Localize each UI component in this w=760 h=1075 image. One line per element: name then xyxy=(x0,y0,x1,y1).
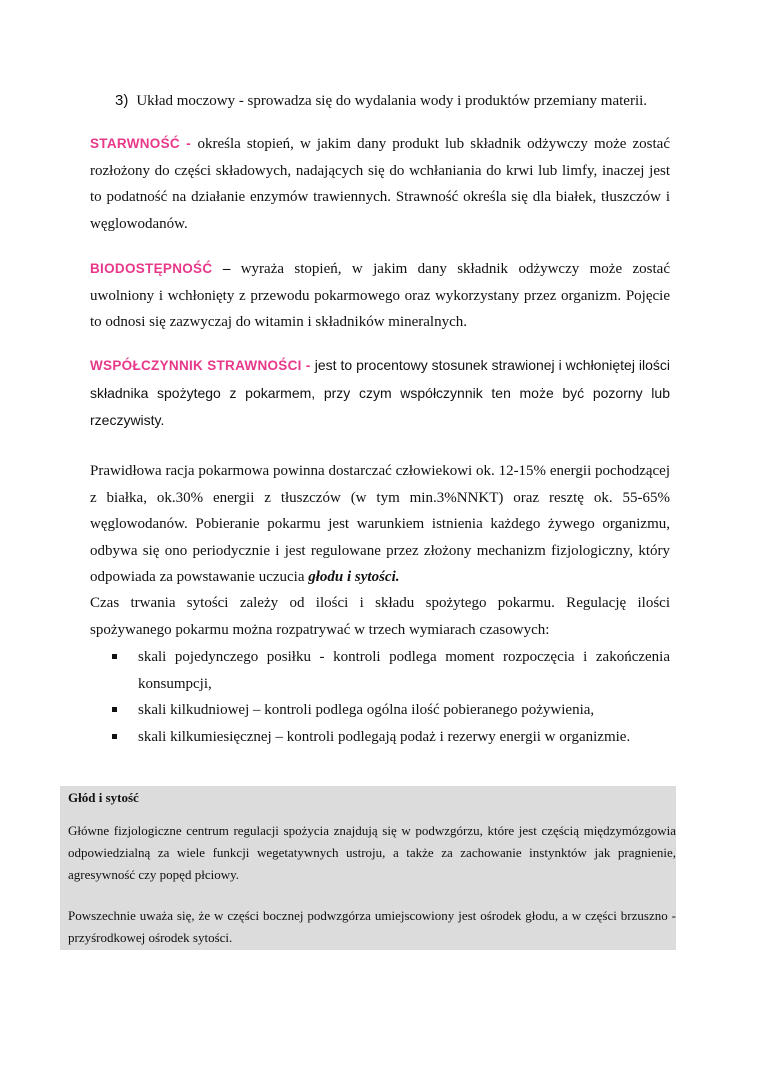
term-separator: - xyxy=(301,358,315,373)
box-title: Głód i sytość xyxy=(68,790,139,805)
bullet-icon xyxy=(112,707,117,712)
numbered-item-3 xyxy=(115,90,647,112)
paragraph-racja xyxy=(90,458,670,591)
info-box-glod-sytosc xyxy=(60,786,676,950)
definition-strawnosc xyxy=(90,131,670,237)
paragraph-czas xyxy=(90,590,670,643)
term-biodostepnosc: BIODOSTĘPNOŚĆ xyxy=(90,261,213,276)
bullet-list xyxy=(110,644,670,750)
bullet-icon xyxy=(112,654,117,659)
list-item-text: skali pojedynczego posiłku - kontroli podlega moment rozpoczęcia i zakończenia konsumpcji, xyxy=(138,649,670,692)
definition-biodostepnosc xyxy=(90,256,670,336)
term-wspolczynnik: WSPÓŁCZYNNIK STRAWNOŚCI xyxy=(90,358,302,373)
box-paragraph-2: Powszechnie uważa się, że w części bocznej podwzgórza umiejscowiony jest ośrodek głodu, a w części brzuszno - przyśrodkowej ośrodek sytości. xyxy=(68,908,676,945)
czas-text: Czas trwania sytości zależy od ilości i składu spożytego pokarmu. Regulację ilości spożywanego pokarmu można rozpatrywać w trzech wymiarach czasowych: xyxy=(90,595,670,638)
definition-text: określa stopień, w jakim dany produkt lub składnik odżywczy może zostać rozłożony do części składowych, nadających się do wchłaniania do krwi lub limfy, inaczej jest to podatność na działanie enzymów trawiennych. Strawność określa się dla białek, tłuszczów i węglowodanów. xyxy=(90,136,670,232)
racja-emphasis: głodu i sytości. xyxy=(308,569,400,585)
definition-wspolczynnik xyxy=(90,352,670,435)
term-separator: - xyxy=(179,136,198,151)
racja-text: Prawidłowa racja pokarmowa powinna dostarczać człowiekowi ok. 12-15% energii pochodzącej z białka, ok.30% energii z tłuszczów (w tym min.3%NNKT) oraz resztę ok. 55-65% węglowodanów. Pobieranie pokarmu jest warunkiem istnienia każdego żywego organizmu, odbywa się ono periodycznie i jest regulowane przez złożony mechanizm fizjologiczny, który odpowiada za powstawanie uczucia xyxy=(90,463,670,585)
list-item xyxy=(110,724,670,751)
bullet-icon xyxy=(112,734,117,739)
item-text: Układ moczowy - sprowadza się do wydalania wody i produktów przemiany materii. xyxy=(136,93,648,109)
definition-text: wyraża stopień, w jakim dany składnik odżywczy może zostać uwolniony i wchłonięty z przewodu pokarmowego oraz wykorzystany przez organizm. Pojęcie to odnosi się zazwyczaj do witamin i składników mineralnych. xyxy=(90,261,670,330)
term-strawnosc: STARWNOŚĆ xyxy=(90,136,180,151)
list-item-text: skali kilkudniowej – kontroli podlega ogólna ilość pobieranego pożywienia, xyxy=(138,702,595,718)
list-item-text: skali kilkumiesięcznej – kontroli podlegają podaż i rezerwy energii w organizmie. xyxy=(138,728,631,745)
box-paragraph-1: Główne fizjologiczne centrum regulacji spożycia znajdują się w podwzgórzu, które jest częścią międzymózgowia odpowiedzialną za wiele funkcji wegetatywnych ustroju, a także za zachowanie instynktów jak pragnienie, agresywność czy popęd płciowy. xyxy=(68,823,676,882)
definition-text: jest to procentowy stosunek strawionej i wchłoniętej ilości składnika spożytego z pokarmem, przy czym współczynnik ten może być pozorny lub rzeczywisty. xyxy=(90,357,670,428)
item-number: 3) xyxy=(115,92,129,109)
list-item xyxy=(110,644,670,697)
term-separator: – xyxy=(212,261,241,277)
list-item xyxy=(110,697,670,724)
